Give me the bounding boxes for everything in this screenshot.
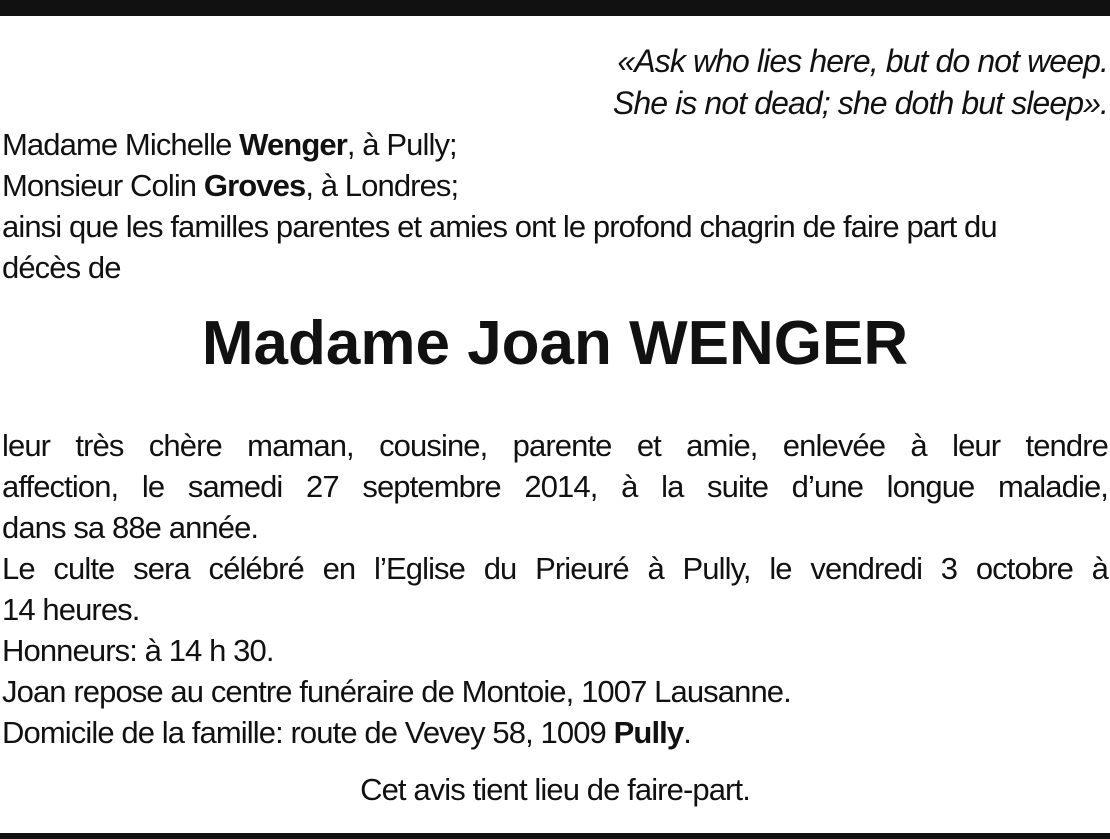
epigraph [2,40,1108,124]
mourner-2-surname: Groves [203,168,306,203]
epigraph-line-1: «Ask who lies here, but do not weep. [617,43,1108,79]
notice-header [2,40,1108,288]
epigraph-line-2: She is not dead; she doth but sleep». [612,85,1108,121]
deceased-name: Madame Joan WENGER [201,309,909,378]
details-p1-line-3: dans sa 88e année. [2,510,259,545]
mourner-1-surname: Wenger [239,127,347,162]
domicile-suffix: . [683,715,691,750]
mourner-1 [2,124,1108,165]
notice-details [2,425,1108,753]
details-p1-line-2: affection, le samedi 27 septembre 2014, à la suite d’une longue maladie, [2,469,1108,504]
mourner-1-title: Madame Michelle [2,127,232,162]
announcement-line-1: ainsi que les familles parentes et amies ont le profond chagrin de faire part du [2,209,997,244]
mourner-1-place: , à Pully; [346,127,457,162]
closing-note: Cet avis tient lieu de faire-part. [360,772,750,807]
mourner-2-place: , à Londres; [305,168,459,203]
announcement-line-2: décès de [2,250,121,285]
domicile-prefix: Domicile de la famille: route de Vevey 58, 1009 [2,715,614,750]
repose-line: Joan repose au centre funéraire de Montoie, 1007 Lausanne. [2,674,791,709]
top-rule [0,0,1110,16]
details-p1-line-1: leur très chère maman, cousine, parente et amie, enlevée à leur tendre [2,428,1108,463]
domicile-line [2,712,1108,753]
details-p2-line-2: 14 heures. [2,592,140,627]
domicile-town: Pully [613,715,684,750]
honours-line: Honneurs: à 14 h 30. [2,633,274,668]
mourner-2-title: Monsieur Colin [2,168,197,203]
mourner-2 [2,165,1108,206]
bottom-rule [0,833,1110,839]
details-p2-line-1: Le culte sera célébré en l’Eglise du Prieuré à Pully, le vendredi 3 octobre à [2,551,1108,586]
